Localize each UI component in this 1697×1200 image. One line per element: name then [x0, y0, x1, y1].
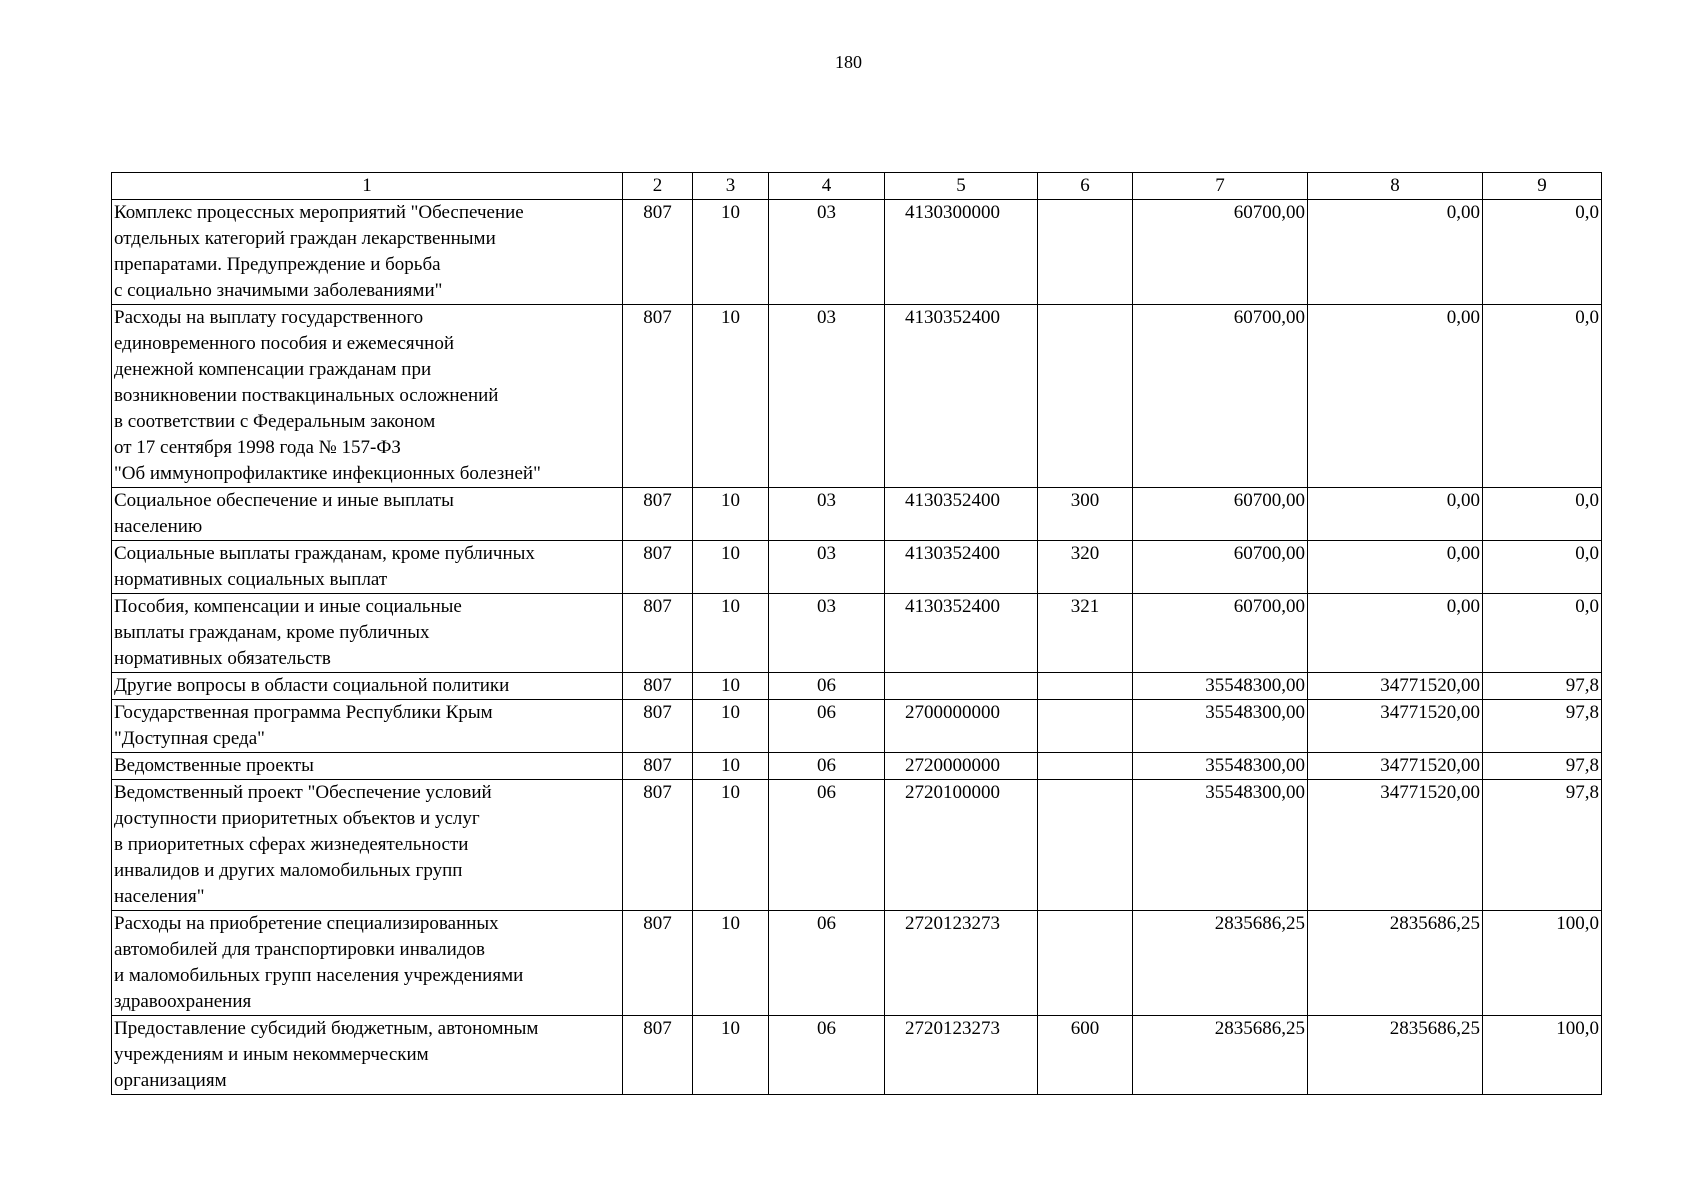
column-number-row — [112, 173, 1602, 200]
admin-code-cell: 807 — [623, 911, 693, 1016]
executed-amount-cell: 34771520,00 — [1308, 753, 1483, 780]
row-name-line: Расходы на приобретение специализированных — [114, 913, 499, 934]
section-code-cell: 10 — [693, 911, 769, 1016]
expense-type-cell — [1038, 700, 1133, 753]
target-article-cell: 2720100000 — [885, 780, 1038, 911]
row-name-line: Комплекс процессных мероприятий "Обеспечение — [114, 202, 524, 223]
expense-type-cell — [1038, 753, 1133, 780]
section-code-cell: 10 — [693, 488, 769, 541]
row-name-line: Ведомственные проекты — [114, 755, 314, 776]
section-code-cell: 10 — [693, 305, 769, 488]
target-article-cell: 4130352400 — [885, 594, 1038, 673]
row-name-line: отдельных категорий граждан лекарственными — [114, 228, 496, 249]
executed-amount-cell: 34771520,00 — [1308, 780, 1483, 911]
subsection-code-cell: 03 — [769, 305, 885, 488]
table-row — [112, 700, 1602, 753]
row-name-line: препаратами. Предупреждение и борьба — [114, 254, 441, 275]
section-code-cell: 10 — [693, 780, 769, 911]
subsection-code-cell: 03 — [769, 594, 885, 673]
row-name-line: от 17 сентября 1998 года № 157-ФЗ — [114, 437, 401, 458]
subsection-code-cell: 06 — [769, 780, 885, 911]
page-number: 180 — [835, 52, 862, 72]
subsection-code-cell: 06 — [769, 753, 885, 780]
row-name-line: Расходы на выплату государственного — [114, 307, 424, 328]
target-article-cell: 4130352400 — [885, 541, 1038, 594]
planned-amount-cell: 35548300,00 — [1133, 700, 1308, 753]
admin-code-cell: 807 — [623, 305, 693, 488]
target-article-cell: 4130352400 — [885, 488, 1038, 541]
admin-code-cell: 807 — [623, 780, 693, 911]
planned-amount-cell: 2835686,25 — [1133, 911, 1308, 1016]
execution-percent-cell: 97,8 — [1483, 780, 1602, 911]
row-name-line: Предоставление субсидий бюджетным, автономным — [114, 1018, 539, 1039]
column-header: 3 — [693, 173, 769, 200]
executed-amount-cell: 0,00 — [1308, 541, 1483, 594]
row-name-line: инвалидов и других маломобильных групп — [114, 860, 463, 881]
column-header: 7 — [1133, 173, 1308, 200]
row-name-line: выплаты гражданам, кроме публичных — [114, 622, 430, 643]
subsection-code-cell: 06 — [769, 673, 885, 700]
row-name-line: в соответствии с Федеральным законом — [114, 411, 436, 432]
section-code-cell: 10 — [693, 753, 769, 780]
row-name-line: Другие вопросы в области социальной политики — [114, 675, 510, 696]
target-article-cell: 2720000000 — [885, 753, 1038, 780]
execution-percent-cell: 100,0 — [1483, 1016, 1602, 1095]
expense-type-cell — [1038, 911, 1133, 1016]
admin-code-cell: 807 — [623, 673, 693, 700]
admin-code-cell: 807 — [623, 594, 693, 673]
row-name-line: "Доступная среда" — [114, 728, 265, 749]
table-row — [112, 911, 1602, 1016]
row-name-line: Ведомственный проект "Обеспечение условий — [114, 782, 492, 803]
target-article-cell: 4130352400 — [885, 305, 1038, 488]
planned-amount-cell: 60700,00 — [1133, 594, 1308, 673]
execution-percent-cell: 97,8 — [1483, 753, 1602, 780]
executed-amount-cell: 0,00 — [1308, 488, 1483, 541]
planned-amount-cell: 2835686,25 — [1133, 1016, 1308, 1095]
table-row — [112, 305, 1602, 488]
target-article-cell: 2700000000 — [885, 700, 1038, 753]
subsection-code-cell: 03 — [769, 541, 885, 594]
row-name-line: автомобилей для транспортировки инвалидов — [114, 939, 485, 960]
row-name-line: здравоохранения — [114, 991, 252, 1012]
row-name-line: Социальные выплаты гражданам, кроме публичных — [114, 543, 535, 564]
executed-amount-cell: 0,00 — [1308, 305, 1483, 488]
column-header: 5 — [885, 173, 1038, 200]
planned-amount-cell: 60700,00 — [1133, 488, 1308, 541]
table-body — [112, 200, 1602, 1095]
execution-percent-cell: 0,0 — [1483, 541, 1602, 594]
row-name-line: учреждениям и иным некоммерческим — [114, 1044, 429, 1065]
planned-amount-cell: 60700,00 — [1133, 305, 1308, 488]
executed-amount-cell: 0,00 — [1308, 594, 1483, 673]
expense-type-cell — [1038, 673, 1133, 700]
row-name-line: Государственная программа Республики Крым — [114, 702, 493, 723]
expense-type-cell: 300 — [1038, 488, 1133, 541]
row-name — [112, 673, 623, 700]
section-code-cell: 10 — [693, 200, 769, 305]
expense-type-cell: 320 — [1038, 541, 1133, 594]
subsection-code-cell: 06 — [769, 1016, 885, 1095]
column-header: 6 — [1038, 173, 1133, 200]
admin-code-cell: 807 — [623, 488, 693, 541]
row-name — [112, 488, 623, 541]
row-name — [112, 753, 623, 780]
target-article-cell: 2720123273 — [885, 911, 1038, 1016]
execution-percent-cell: 97,8 — [1483, 673, 1602, 700]
row-name-line: с социально значимыми заболеваниями" — [114, 280, 443, 301]
table-row — [112, 753, 1602, 780]
execution-percent-cell: 0,0 — [1483, 488, 1602, 541]
row-name-line: Социальное обеспечение и иные выплаты — [114, 490, 454, 511]
execution-percent-cell: 0,0 — [1483, 305, 1602, 488]
executed-amount-cell: 0,00 — [1308, 200, 1483, 305]
execution-percent-cell: 97,8 — [1483, 700, 1602, 753]
row-name-line: населению — [114, 516, 203, 537]
row-name-line: нормативных обязательств — [114, 648, 331, 669]
table-row — [112, 541, 1602, 594]
row-name-line: возникновении поствакцинальных осложнений — [114, 385, 499, 406]
row-name-line: единовременного пособия и ежемесячной — [114, 333, 455, 354]
table-row — [112, 1016, 1602, 1095]
row-name — [112, 911, 623, 1016]
execution-percent-cell: 100,0 — [1483, 911, 1602, 1016]
execution-percent-cell: 0,0 — [1483, 200, 1602, 305]
column-header: 4 — [769, 173, 885, 200]
budget-table — [111, 172, 1602, 1095]
expense-type-cell — [1038, 305, 1133, 488]
executed-amount-cell: 2835686,25 — [1308, 1016, 1483, 1095]
executed-amount-cell: 34771520,00 — [1308, 673, 1483, 700]
row-name — [112, 1016, 623, 1095]
column-header: 1 — [112, 173, 623, 200]
planned-amount-cell: 35548300,00 — [1133, 780, 1308, 911]
column-header: 2 — [623, 173, 693, 200]
section-code-cell: 10 — [693, 700, 769, 753]
subsection-code-cell: 03 — [769, 200, 885, 305]
row-name-line: "Об иммунопрофилактике инфекционных болезней" — [114, 463, 541, 484]
row-name — [112, 780, 623, 911]
row-name-line: Пособия, компенсации и иные социальные — [114, 596, 462, 617]
subsection-code-cell: 06 — [769, 911, 885, 1016]
row-name-line: доступности приоритетных объектов и услуг — [114, 808, 480, 829]
section-code-cell: 10 — [693, 541, 769, 594]
column-header: 9 — [1483, 173, 1602, 200]
target-article-cell: 4130300000 — [885, 200, 1038, 305]
table-row — [112, 488, 1602, 541]
expense-type-cell: 600 — [1038, 1016, 1133, 1095]
executed-amount-cell: 2835686,25 — [1308, 911, 1483, 1016]
planned-amount-cell: 60700,00 — [1133, 200, 1308, 305]
admin-code-cell: 807 — [623, 700, 693, 753]
planned-amount-cell: 35548300,00 — [1133, 673, 1308, 700]
row-name — [112, 700, 623, 753]
table-row — [112, 594, 1602, 673]
row-name-line: и маломобильных групп населения учреждениями — [114, 965, 524, 986]
section-code-cell: 10 — [693, 594, 769, 673]
expense-type-cell — [1038, 780, 1133, 911]
planned-amount-cell: 60700,00 — [1133, 541, 1308, 594]
admin-code-cell: 807 — [623, 753, 693, 780]
table-row — [112, 780, 1602, 911]
row-name-line: в приоритетных сферах жизнедеятельности — [114, 834, 469, 855]
target-article-cell — [885, 673, 1038, 700]
row-name — [112, 594, 623, 673]
executed-amount-cell: 34771520,00 — [1308, 700, 1483, 753]
section-code-cell: 10 — [693, 673, 769, 700]
admin-code-cell: 807 — [623, 541, 693, 594]
admin-code-cell: 807 — [623, 1016, 693, 1095]
table-row — [112, 673, 1602, 700]
subsection-code-cell: 03 — [769, 488, 885, 541]
table-row — [112, 200, 1602, 305]
planned-amount-cell: 35548300,00 — [1133, 753, 1308, 780]
row-name-line: нормативных социальных выплат — [114, 569, 388, 590]
row-name-line: денежной компенсации гражданам при — [114, 359, 432, 380]
column-header: 8 — [1308, 173, 1483, 200]
execution-percent-cell: 0,0 — [1483, 594, 1602, 673]
subsection-code-cell: 06 — [769, 700, 885, 753]
row-name — [112, 305, 623, 488]
row-name-line: населения" — [114, 886, 205, 907]
row-name — [112, 541, 623, 594]
row-name-line: организациям — [114, 1070, 227, 1091]
admin-code-cell: 807 — [623, 200, 693, 305]
section-code-cell: 10 — [693, 1016, 769, 1095]
expense-type-cell: 321 — [1038, 594, 1133, 673]
expense-type-cell — [1038, 200, 1133, 305]
target-article-cell: 2720123273 — [885, 1016, 1038, 1095]
row-name — [112, 200, 623, 305]
